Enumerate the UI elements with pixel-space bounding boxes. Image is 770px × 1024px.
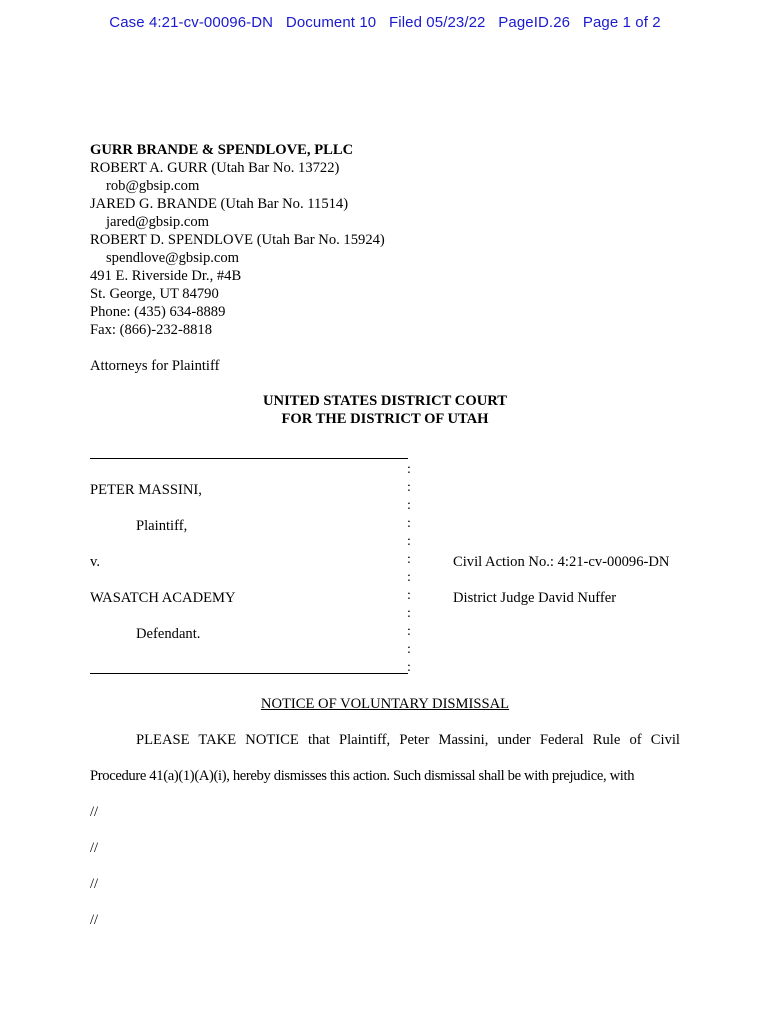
caption-top-rule: [90, 458, 408, 459]
continuation-slashes: //: [90, 876, 99, 892]
defendant-name: WASATCH ACADEMY: [90, 590, 236, 606]
attorney-1: ROBERT A. GURR (Utah Bar No. 13722): [90, 160, 340, 176]
judge-name: District Judge David Nuffer: [453, 590, 617, 606]
caption-colon: :: [407, 480, 411, 495]
address-line-1: 491 E. Riverside Dr., #4B: [90, 268, 242, 284]
caption-colon: :: [407, 624, 411, 639]
attorney-3: ROBERT D. SPENDLOVE (Utah Bar No. 15924): [90, 232, 385, 248]
caption-colon: :: [407, 516, 411, 531]
case-header-stamp: Case 4:21-cv-00096-DN Document 10 Filed 05/23/22 PageID.26 Page 1 of 2: [109, 14, 661, 31]
caption-colon: :: [407, 642, 411, 657]
caption-colon: :: [407, 588, 411, 603]
caption-bottom-rule: [90, 673, 408, 674]
continuation-slashes: //: [90, 840, 99, 856]
continuation-slashes: //: [90, 804, 99, 820]
attorney-role: Attorneys for Plaintiff: [90, 358, 220, 374]
caption-colon: :: [407, 498, 411, 513]
case-number: Civil Action No.: 4:21-cv-00096-DN: [453, 554, 670, 570]
caption-colon: :: [407, 606, 411, 621]
plaintiff-label: Plaintiff,: [136, 518, 188, 534]
continuation-slashes: //: [90, 912, 99, 928]
firm-name: GURR BRANDE & SPENDLOVE, PLLC: [90, 142, 354, 158]
plaintiff-name: PETER MASSINI,: [90, 482, 202, 498]
phone: Phone: (435) 634-8889: [90, 304, 226, 320]
caption-colon: :: [407, 462, 411, 477]
caption-colon: :: [407, 534, 411, 549]
versus: v.: [90, 554, 100, 570]
court-name-line-2: FOR THE DISTRICT OF UTAH: [281, 411, 489, 427]
fax: Fax: (866)-232-8818: [90, 322, 213, 338]
court-name-line-1: UNITED STATES DISTRICT COURT: [262, 393, 507, 409]
attorney-1-email: rob@gbsip.com: [106, 178, 200, 194]
attorney-2-email: jared@gbsip.com: [106, 214, 210, 230]
caption-colon: :: [407, 552, 411, 567]
caption-colon: :: [407, 570, 411, 585]
attorney-2: JARED G. BRANDE (Utah Bar No. 11514): [90, 196, 349, 212]
notice-paragraph-line-2: Procedure 41(a)(1)(A)(i), hereby dismisses this action. Such dismissal shall be with prejudice, with: [90, 768, 635, 784]
address-line-2: St. George, UT 84790: [90, 286, 219, 302]
attorney-3-email: spendlove@gbsip.com: [106, 250, 240, 266]
caption-colon: :: [407, 660, 411, 675]
notice-title: NOTICE OF VOLUNTARY DISMISSAL: [260, 696, 510, 712]
defendant-label: Defendant.: [136, 626, 201, 642]
notice-paragraph-line-1: PLEASE TAKE NOTICE that Plaintiff, Peter Massini, under Federal Rule of Civil: [136, 732, 680, 748]
